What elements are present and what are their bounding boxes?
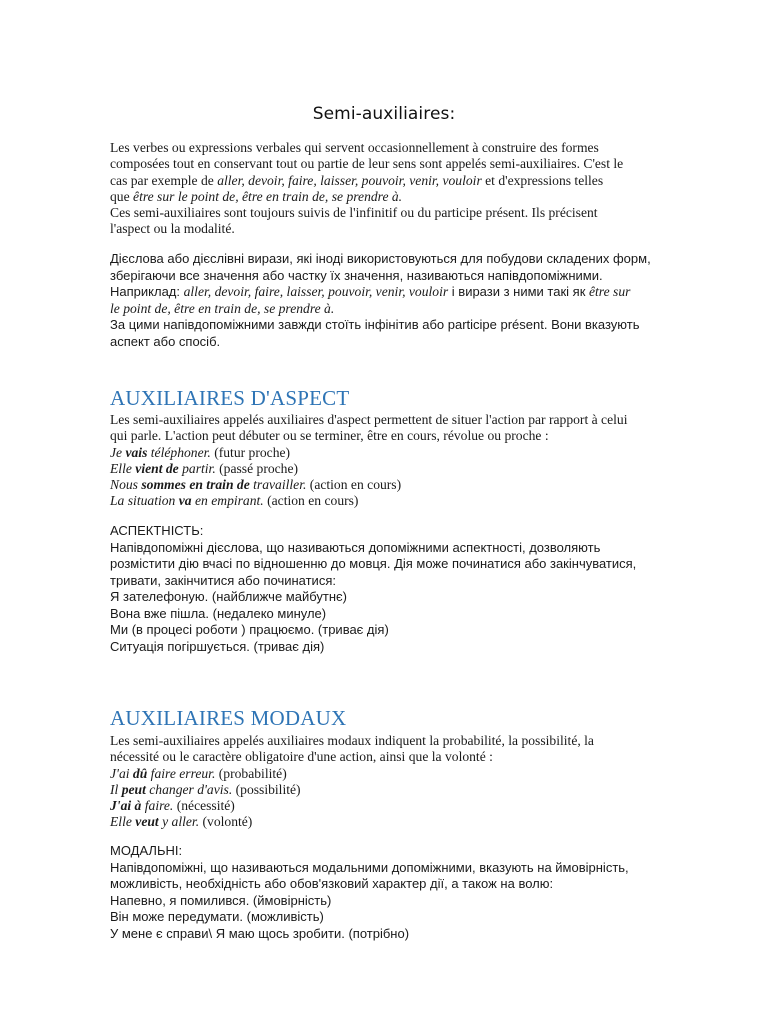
- example-line: Elle vient de partir. (passé proche): [110, 460, 299, 476]
- text-line: Напівдопоміжні дієслова, що називаються допоміжними аспектності, дозволяють: [110, 539, 601, 555]
- example-line: Elle veut y aller. (volonté): [110, 814, 253, 830]
- example-line: Я зателефоную. (найближче майбутнє): [110, 589, 347, 604]
- example-line: Ситуація погіршується. (триває дія): [110, 638, 325, 654]
- text-line: Les semi-auxiliaires appelés auxiliaires d'aspect permettent de situer l'action par rapport à celui: [110, 412, 628, 427]
- text-line: аспект або спосіб.: [110, 333, 221, 349]
- text-line: le point de, être en train de, se prendre à.: [110, 300, 335, 316]
- text-line: qui parle. L'action peut débuter ou se terminer, être en cours, révolue ou proche :: [110, 428, 549, 444]
- text-line: Ces semi-auxiliaires sont toujours suivis de l'infinitif ou du participe présent. Ils précisent: [110, 205, 598, 221]
- example-line: Вона вже пішла. (недалеко минуле): [110, 605, 327, 621]
- example-line: J'ai dû faire erreur. (probabilité): [110, 765, 287, 781]
- example-line: J'ai à faire. (nécessité): [110, 798, 235, 814]
- section-heading-modaux: AUXILIAIRES MODAUX: [110, 706, 347, 730]
- text-line: l'aspect ou la modalité.: [110, 221, 235, 237]
- example-line: Il peut changer d'avis. (possibilité): [110, 781, 301, 797]
- expression-list: être sur le point de, être en train de, se prendre à.: [133, 188, 403, 204]
- modaux-french-paragraph: [110, 733, 710, 831]
- page-title: Semi-auxiliaires:: [312, 104, 456, 124]
- text-line: Les semi-auxiliaires appelés auxiliaires modaux indiquent la probabilité, la possibilité, la: [110, 733, 594, 748]
- text-line: composées tout en conservant tout ou partie de leur sens sont appelés semi-auxiliaires. C'est le: [110, 156, 624, 172]
- text-line: можливість, необхідність або обов'язковий характер дії, а також на волю:: [110, 876, 554, 891]
- example-line: Je vais téléphoner. (futur proche): [110, 444, 291, 460]
- text-line: que être sur le point de, être en train de, se prendre à.: [110, 188, 403, 204]
- text-line: розмістити дію вчасі по відношенню до мовця. Дія може починатися або закінчуватися,: [110, 556, 637, 571]
- expression-fragment: être sur: [589, 284, 631, 299]
- text-line: тривати, закінчитися або починатися:: [110, 572, 336, 588]
- text-line: зберігаючи все значення або частку їх значення, називаються напівдопоміжними.: [110, 267, 603, 283]
- section-heading-aspect: AUXILIAIRES D'ASPECT: [110, 386, 350, 410]
- text-line: За цими напівдопоміжними завжди стоїть інфінітив або participe présent. Вони вказують: [110, 317, 640, 332]
- subheading: МОДАЛЬНІ:: [110, 843, 183, 858]
- intro-ukrainian-paragraph: [110, 251, 710, 350]
- example-line: Він може передумати. (можливість): [110, 909, 324, 924]
- aspect-ukrainian-paragraph: [110, 523, 710, 655]
- example-line: La situation va en empirant. (action en cours): [110, 493, 359, 509]
- subheading: АСПЕКТНІСТЬ:: [110, 523, 204, 538]
- example-line: Nous sommes en train de travailler. (action en cours): [110, 477, 402, 493]
- example-line: Ми (в процесі роботи ) працюємо. (триває дія): [110, 622, 389, 637]
- text-line: cas par exemple de aller, devoir, faire, laisser, pouvoir, venir, vouloir et d'expressions telles: [110, 172, 604, 188]
- modaux-ukrainian-paragraph: [110, 843, 710, 942]
- text-line: Напівдопоміжні, що називаються модальними допоміжними, вказують на ймовірність,: [110, 859, 629, 875]
- example-line: Напевно, я помилився. (ймовірність): [110, 892, 332, 908]
- text-line: nécessité ou le caractère obligatoire d'une action, ainsi que la volonté :: [110, 749, 493, 765]
- verb-list: aller, devoir, faire, laisser, pouvoir, venir, vouloir: [217, 172, 482, 188]
- intro-french-paragraph: [110, 140, 710, 238]
- example-line: У мене є справи\ Я маю щось зробити. (потрібно): [110, 925, 410, 941]
- text-line: Наприклад: aller, devoir, faire, laisser, pouvoir, venir, vouloir і вирази з ними такі як être sur: [110, 284, 631, 299]
- verb-list: aller, devoir, faire, laisser, pouvoir, venir, vouloir: [183, 284, 449, 299]
- text-line: Дієслова або дієслівні вирази, які іноді використовуються для побудови складених форм,: [110, 251, 651, 266]
- text-line: Les verbes ou expressions verbales qui servent occasionnellement à construire des formes: [110, 140, 599, 155]
- aspect-french-paragraph: [110, 412, 710, 510]
